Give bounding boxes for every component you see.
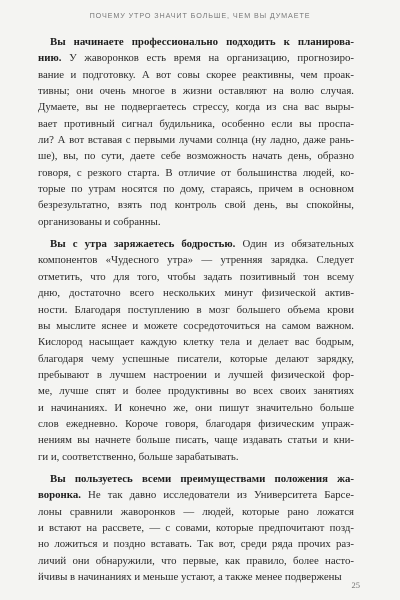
line-text: дню, достаточно всего нескольких минут физической актив-: [38, 287, 354, 300]
line-text: но ложиться и поздно вставать. Так вот, среди ряда прочих раз-: [38, 538, 354, 551]
text-line: [38, 383, 354, 399]
text-line: [38, 553, 354, 569]
text-line: [38, 181, 354, 197]
text-line: [38, 487, 354, 503]
text-line: [38, 449, 354, 465]
text-line: [38, 236, 354, 252]
text-line: [38, 302, 354, 318]
line-text: У жаворонков есть время на организацию, прогнозиро-: [61, 52, 354, 65]
line-text: ме, лучше спят и более продуктивны во всех своих занятиях: [38, 385, 354, 398]
running-head: ПОЧЕМУ УТРО ЗНАЧИТ БОЛЬШЕ, ЧЕМ ВЫ ДУМАЕТЕ: [89, 11, 311, 20]
text-line: [38, 351, 354, 367]
line-text: Кислород насыщает каждую клетку тела и делает вас бодрым,: [38, 336, 354, 349]
text-line: [38, 148, 354, 164]
line-text: лоны сравнили жаворонков — людей, которые рано ложатся: [38, 505, 354, 518]
text-line: [38, 269, 354, 285]
text-line: [38, 569, 354, 585]
text-line: [38, 520, 354, 536]
text-line: [38, 252, 354, 268]
line-text: Думаете, вы не подвергаетесь стрессу, когда из сна вас выры-: [38, 101, 354, 114]
bold-lead-in: воронка.: [38, 489, 81, 502]
line-text: вание и подготовку. А вот совы скорее реактивны, чем проак-: [38, 68, 354, 81]
text-line: [38, 116, 354, 132]
paragraph: [38, 471, 354, 585]
bold-lead-in: Вы пользуетесь всеми преимуществами положения жа-: [50, 472, 354, 485]
text-line: [38, 214, 354, 230]
paragraph: [38, 34, 354, 230]
text-line: [38, 432, 354, 448]
text-line: [38, 400, 354, 416]
text-line: [38, 504, 354, 520]
line-text: ги и, соответственно, больше зарабатывать.: [38, 450, 239, 463]
line-text: ше), вы, по сути, даете себе возможность начать день, образно: [38, 150, 354, 163]
line-text: безрезультатно, взять под контроль свой день, вы спокойны,: [38, 199, 354, 212]
line-text: нениям вы начнете больше писать, чаще издавать статьи и кни-: [38, 434, 354, 447]
bold-lead-in: нию.: [38, 52, 62, 65]
text-line: [38, 367, 354, 383]
line-text: йчивы в начинаниях и меньше устают, а также менее подвержены: [38, 571, 342, 583]
text-line: [38, 416, 354, 432]
text-line: [38, 285, 354, 301]
line-text: отметить, что для того, чтобы задать позитивный тон всему: [38, 270, 354, 283]
line-text: торые по утрам носятся по дому, стараясь, причем в основном: [38, 183, 354, 196]
bold-lead-in: Вы с утра заряжаетесь бодростью.: [50, 238, 236, 251]
line-text: организованы и собранны.: [38, 215, 161, 228]
line-text: компонентов «Чудесного утра» — утренняя зарядка. Следует: [38, 254, 354, 267]
text-line: [38, 536, 354, 552]
text-line: [38, 132, 354, 148]
line-text: личий они обнаружили, что первые, как правило, более насто-: [38, 554, 354, 567]
text-line: [38, 165, 354, 181]
line-text: и начинаниях. И конечно же, они пишут значительно больше: [38, 401, 354, 414]
line-text: пребывают в лучшем настроении и лучшей физической фор-: [38, 368, 354, 381]
text-line: [38, 50, 354, 66]
body-text: [38, 34, 354, 591]
page-number: 25: [351, 580, 360, 590]
text-line: [38, 83, 354, 99]
text-line: [38, 471, 354, 487]
text-line: [38, 99, 354, 115]
text-line: [38, 197, 354, 213]
line-text: благодаря чему успешные писатели, которые делают зарядку,: [38, 352, 354, 365]
text-line: [38, 34, 354, 50]
line-text: ли? А вот вставая с первыми лучами солнца (ну ладно, даже рань-: [38, 134, 354, 147]
paragraph: [38, 236, 354, 465]
line-text: Не так давно исследователи из Университета Барсе-: [80, 489, 354, 502]
line-text: и встают на рассвете, — с совами, которые предпочитают позд-: [38, 521, 354, 534]
text-line: [38, 318, 354, 334]
line-text: вает противный сигнал будильника, особенно если вы проспа-: [38, 117, 354, 130]
line-text: тивны; они очень многое в жизни оставляют на волю случая.: [38, 85, 354, 98]
text-line: [38, 67, 354, 83]
line-text: слов ежедневно. Короче говоря, благодаря физическим упраж-: [38, 417, 354, 430]
line-text: Один из обязательных: [235, 238, 354, 251]
line-text: ности. Благодаря поступлению в мозг большего объема крови: [38, 303, 354, 316]
line-text: вы мыслите яснее и можете сосредоточиться на самом важном.: [38, 319, 354, 332]
bold-lead-in: Вы начинаете профессионально подходить к планирова-: [50, 36, 354, 48]
line-text: говоря, с резкого старта. В отличие от большинства людей, ко-: [38, 166, 354, 179]
text-line: [38, 334, 354, 350]
